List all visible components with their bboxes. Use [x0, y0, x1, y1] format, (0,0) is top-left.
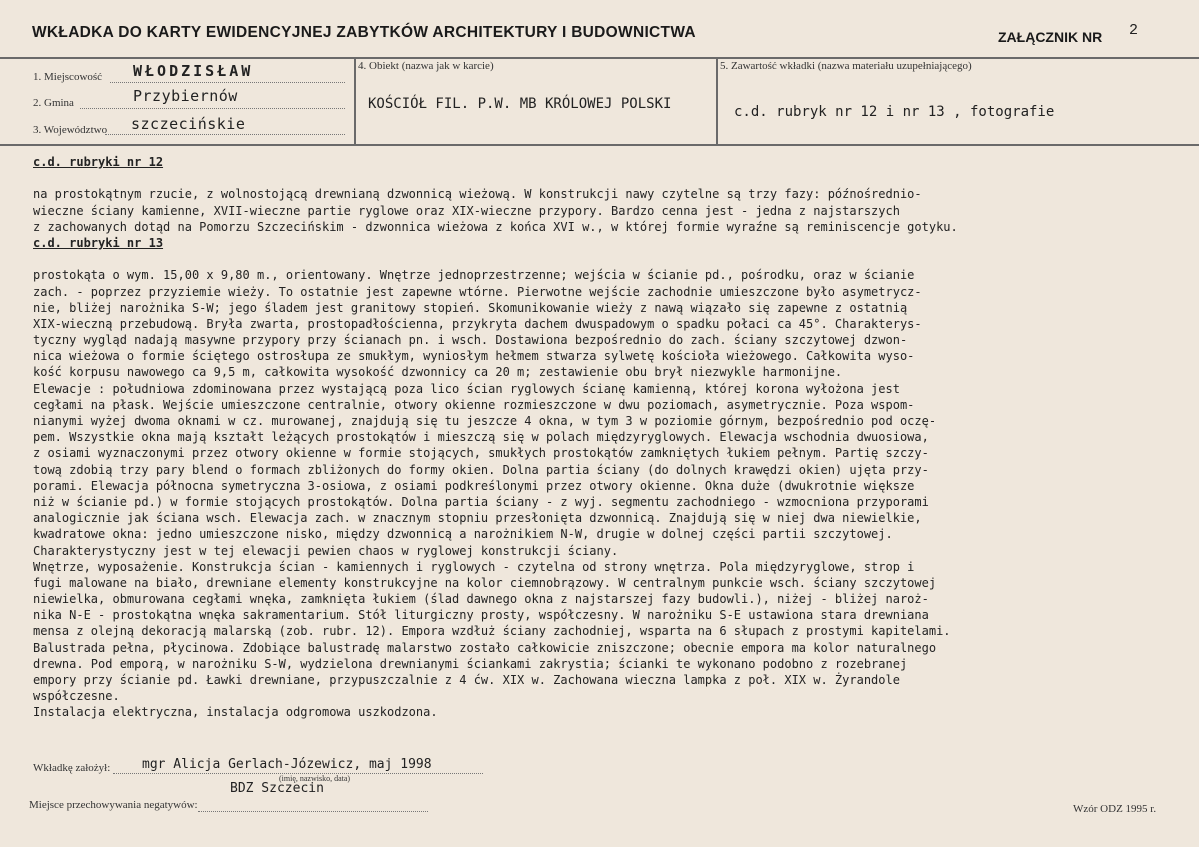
divider-right [716, 57, 718, 145]
voivodeship-value: szczecińskie [131, 115, 246, 133]
contents-value: c.d. rubryk nr 12 i nr 13 , fotografie [734, 104, 1055, 120]
contents-label: 5. Zawartość wkładki (nazwa materiału uzupełniającego) [720, 60, 972, 72]
body-line [33, 251, 1193, 267]
founder-value: mgr Alicja Gerlach-Józewicz, maj 1998 [142, 757, 432, 772]
body-line: z zachowanych dotąd na Pomorzu Szczecińskim - dzwonnica wieżowa z końca XVI w., w której formie wyraźne są reminiscencje gotyku. [33, 219, 958, 234]
body-line: prostokąta o wym. 15,00 x 9,80 m., orientowany. Wnętrze jednoprzestrzenne; wejścia w ścianie pd., pośrodku, oraz w ścianie [33, 268, 915, 283]
voivodeship-label: 3. Województwo [33, 124, 108, 136]
body-line: mensa z olejną dekoracją malarską (zob. rubr. 12). Empora wzdłuż ściany zachodniej, wsparta na 6 słupach z prostymi kapitelami. [33, 624, 951, 639]
body-line: na prostokątnym rzucie, z wolnostojącą drewnianą dzwonnicą wieżową. W konstrukcji nawy czytelne są trzy fazy: późnośrednio- [33, 187, 922, 202]
section-heading: c.d. rubryki nr 13 [33, 235, 164, 250]
body-line: pem. Wszystkie okna mają kształt leżących prostokątów i mieszczą się w polach międzyryglowych. Elewacja wschodnia dwuosiowa, [33, 430, 929, 445]
founder-label: Wkładkę założył: [33, 762, 111, 774]
body-line: tyczny wygląd nadają masywne przypory przy ścianach pn. i wsch. Dostawiona bezpośrednio do zach. ściany szczytowej dzwon- [33, 333, 908, 348]
body-line: porami. Elewacja północna symetryczna 3-osiowa, z osiami podkreślonymi przez otwory okienne. Okna duże (dwukrotnie większe [33, 478, 915, 493]
body-line [33, 170, 1193, 186]
body-line: XIX-wieczną przebudową. Bryła zwarta, prostopadłościenna, przykryta dachem dwuspadowym o spadku połaci ca 45°. Charakterys- [33, 316, 922, 331]
body-line: empory przy ścianie pd. Ławki drewniane, przypuszczalnie z 4 ćw. XIX w. Zachowana wieczna lampka z poł. XIX w. Żyrandole [33, 673, 900, 687]
body-line: współczesne. [33, 689, 120, 704]
body-line: Instalacja elektryczna, instalacja odgromowa uszkodzona. [33, 705, 438, 720]
negatives-location-label: Miejsce przechowywania negatywów: [29, 799, 198, 811]
section-heading: c.d. rubryki nr 12 [33, 155, 164, 169]
body-line: kwadratowe okna: jedno umieszczone nisko, między dzwonnicą a narożnikiem N-W, drugie w dolnej części partii szczytowej. [33, 527, 893, 542]
top-rule [0, 57, 1199, 59]
institution-name: BDZ Szczecin [230, 781, 324, 796]
body-line: niewielka, obmurowana cegłami wnęka, zamknięta łukiem (ślad dawnego okna z najstarszej fazy budowli.), niżej - bliżej naroż- [33, 592, 929, 607]
body-line: nie, bliżej narożnika S-W; jego śladem jest granitowy stopień. Skomunikowanie wieży z nawą wiązało się zapewne z ostatnią [33, 300, 908, 315]
commune-label: 2. Gmina [33, 97, 74, 109]
body-line: z osiami wyznaczonymi przez otwory okienne w formie stojących, smukłych prostokątów zamkniętych łukiem pełnym. Partię szczy- [33, 446, 929, 461]
body-text [33, 154, 1193, 721]
body-line: fugi malowane na biało, drewniane elementy konstrukcyjne na kolor ciemnobrązowy. W centralnym punkcie wsch. ściany szczytowej [33, 575, 937, 590]
body-line: nika N-E - prostokątna wnęka sakramentarium. Stół liturgiczny prosty, współczesny. W narożniku S-E ustawiona stara drewniana [33, 608, 929, 623]
voivodeship-dots [105, 134, 345, 135]
attachment-label: ZAŁĄCZNIK NR [998, 29, 1103, 45]
divider-left [354, 57, 356, 145]
commune-dots [80, 108, 345, 109]
commune-value: Przybiernów [133, 87, 238, 105]
body-line: analogicznie jak ściana wsch. Elewacja zach. w znacznym stopniu przesłonięta dzwonnicą. Znajdują się w niej dwa niewielkie, [33, 511, 922, 526]
body-line: Charakterystyczny jest w tej elewacji pewien chaos w ryglowej konstrukcji ściany. [33, 543, 619, 558]
body-line: Elewacje : południowa zdominowana przez wystającą poza lico ścian ryglowych ścianę kamienną, której korona wyłożona jest [33, 381, 900, 396]
section-rule [0, 144, 1199, 146]
body-line: Wnętrze, wyposażenie. Konstrukcja ścian - kamiennych i ryglowych - czytelna od strony wnętrza. Pola międzyryglowe, strop i [33, 559, 915, 574]
body-line: niż w ścianie pd.) w formie stojących prostokątów. Dolna partia ściany - z wyj. segmentu zachodniego - wzmocniona przyporami [33, 494, 929, 509]
body-line: kość korpusu nawowego ca 9,5 m, całkowita wysokość dzwonnicy ca 20 m; zestawienie obu brył niezwykle harmonijne. [33, 365, 843, 380]
locality-dots [110, 82, 345, 83]
document-title: WKŁADKA DO KARTY EWIDENCYJNEJ ZABYTKÓW ARCHITEKTURY I BUDOWNICTWA [32, 24, 696, 41]
form-version: Wzór ODZ 1995 r. [1073, 803, 1157, 815]
negatives-dots [198, 811, 428, 812]
attachment-number: 2 [1129, 22, 1139, 39]
founder-hint: (imię, nazwisko, data) [279, 774, 351, 783]
object-value: KOŚCIÓŁ FIL. P.W. MB KRÓLOWEJ POLSKI [368, 96, 672, 112]
body-line: nianymi wyżej dwoma oknami w cz. murowanej, znajdują się tu jeszcze 4 okna, w tym 3 w poziomie górnym, bezpośrednio pod oczę- [33, 414, 937, 428]
body-line: nica wieżowa o formie ściętego ostrosłupa ze smukłym, wyniosłym hełmem stwarza sylwetę kościoła wieżowego. Całkowita wyso- [33, 349, 915, 364]
body-line: Balustrada pełna, płycinowa. Zdobiące balustradę malarstwo zostało całkowicie zniszczone; obecnie empora ma kolor naturalnego [33, 640, 937, 655]
body-line: wieczne ściany kamienne, XVII-wieczne partie ryglowe oraz XIX-wieczne przypory. Bardzo cenna jest - jedna z najstarszych [33, 203, 900, 218]
body-line: drewna. Pod emporą, w narożniku S-W, wydzielona drewnianymi ściankami zakrystia; ścianki te wykonano podobno z rozebranej [33, 656, 908, 671]
body-line: cegłami na płask. Wejście umieszczone centralnie, otwory okienne rozmieszczone w dwu poziomach, asymetrycznie. Poza wspom- [33, 397, 915, 412]
body-line: zach. - poprzez przyziemie wieży. To ostatnie jest zapewne wtórne. Pierwotne wejście zachodnie umieszczone było asymetrycz- [33, 284, 922, 299]
body-line: tową zdobią trzy pary blend o formach zbliżonych do formy okien. Dolna partia ściany (do dolnych krawędzi okien) ujęta przy- [33, 462, 929, 477]
object-label: 4. Obiekt (nazwa jak w karcie) [358, 60, 494, 72]
locality-value: WŁODZISŁAW [133, 62, 254, 80]
locality-label: 1. Miejscowość [33, 71, 103, 83]
